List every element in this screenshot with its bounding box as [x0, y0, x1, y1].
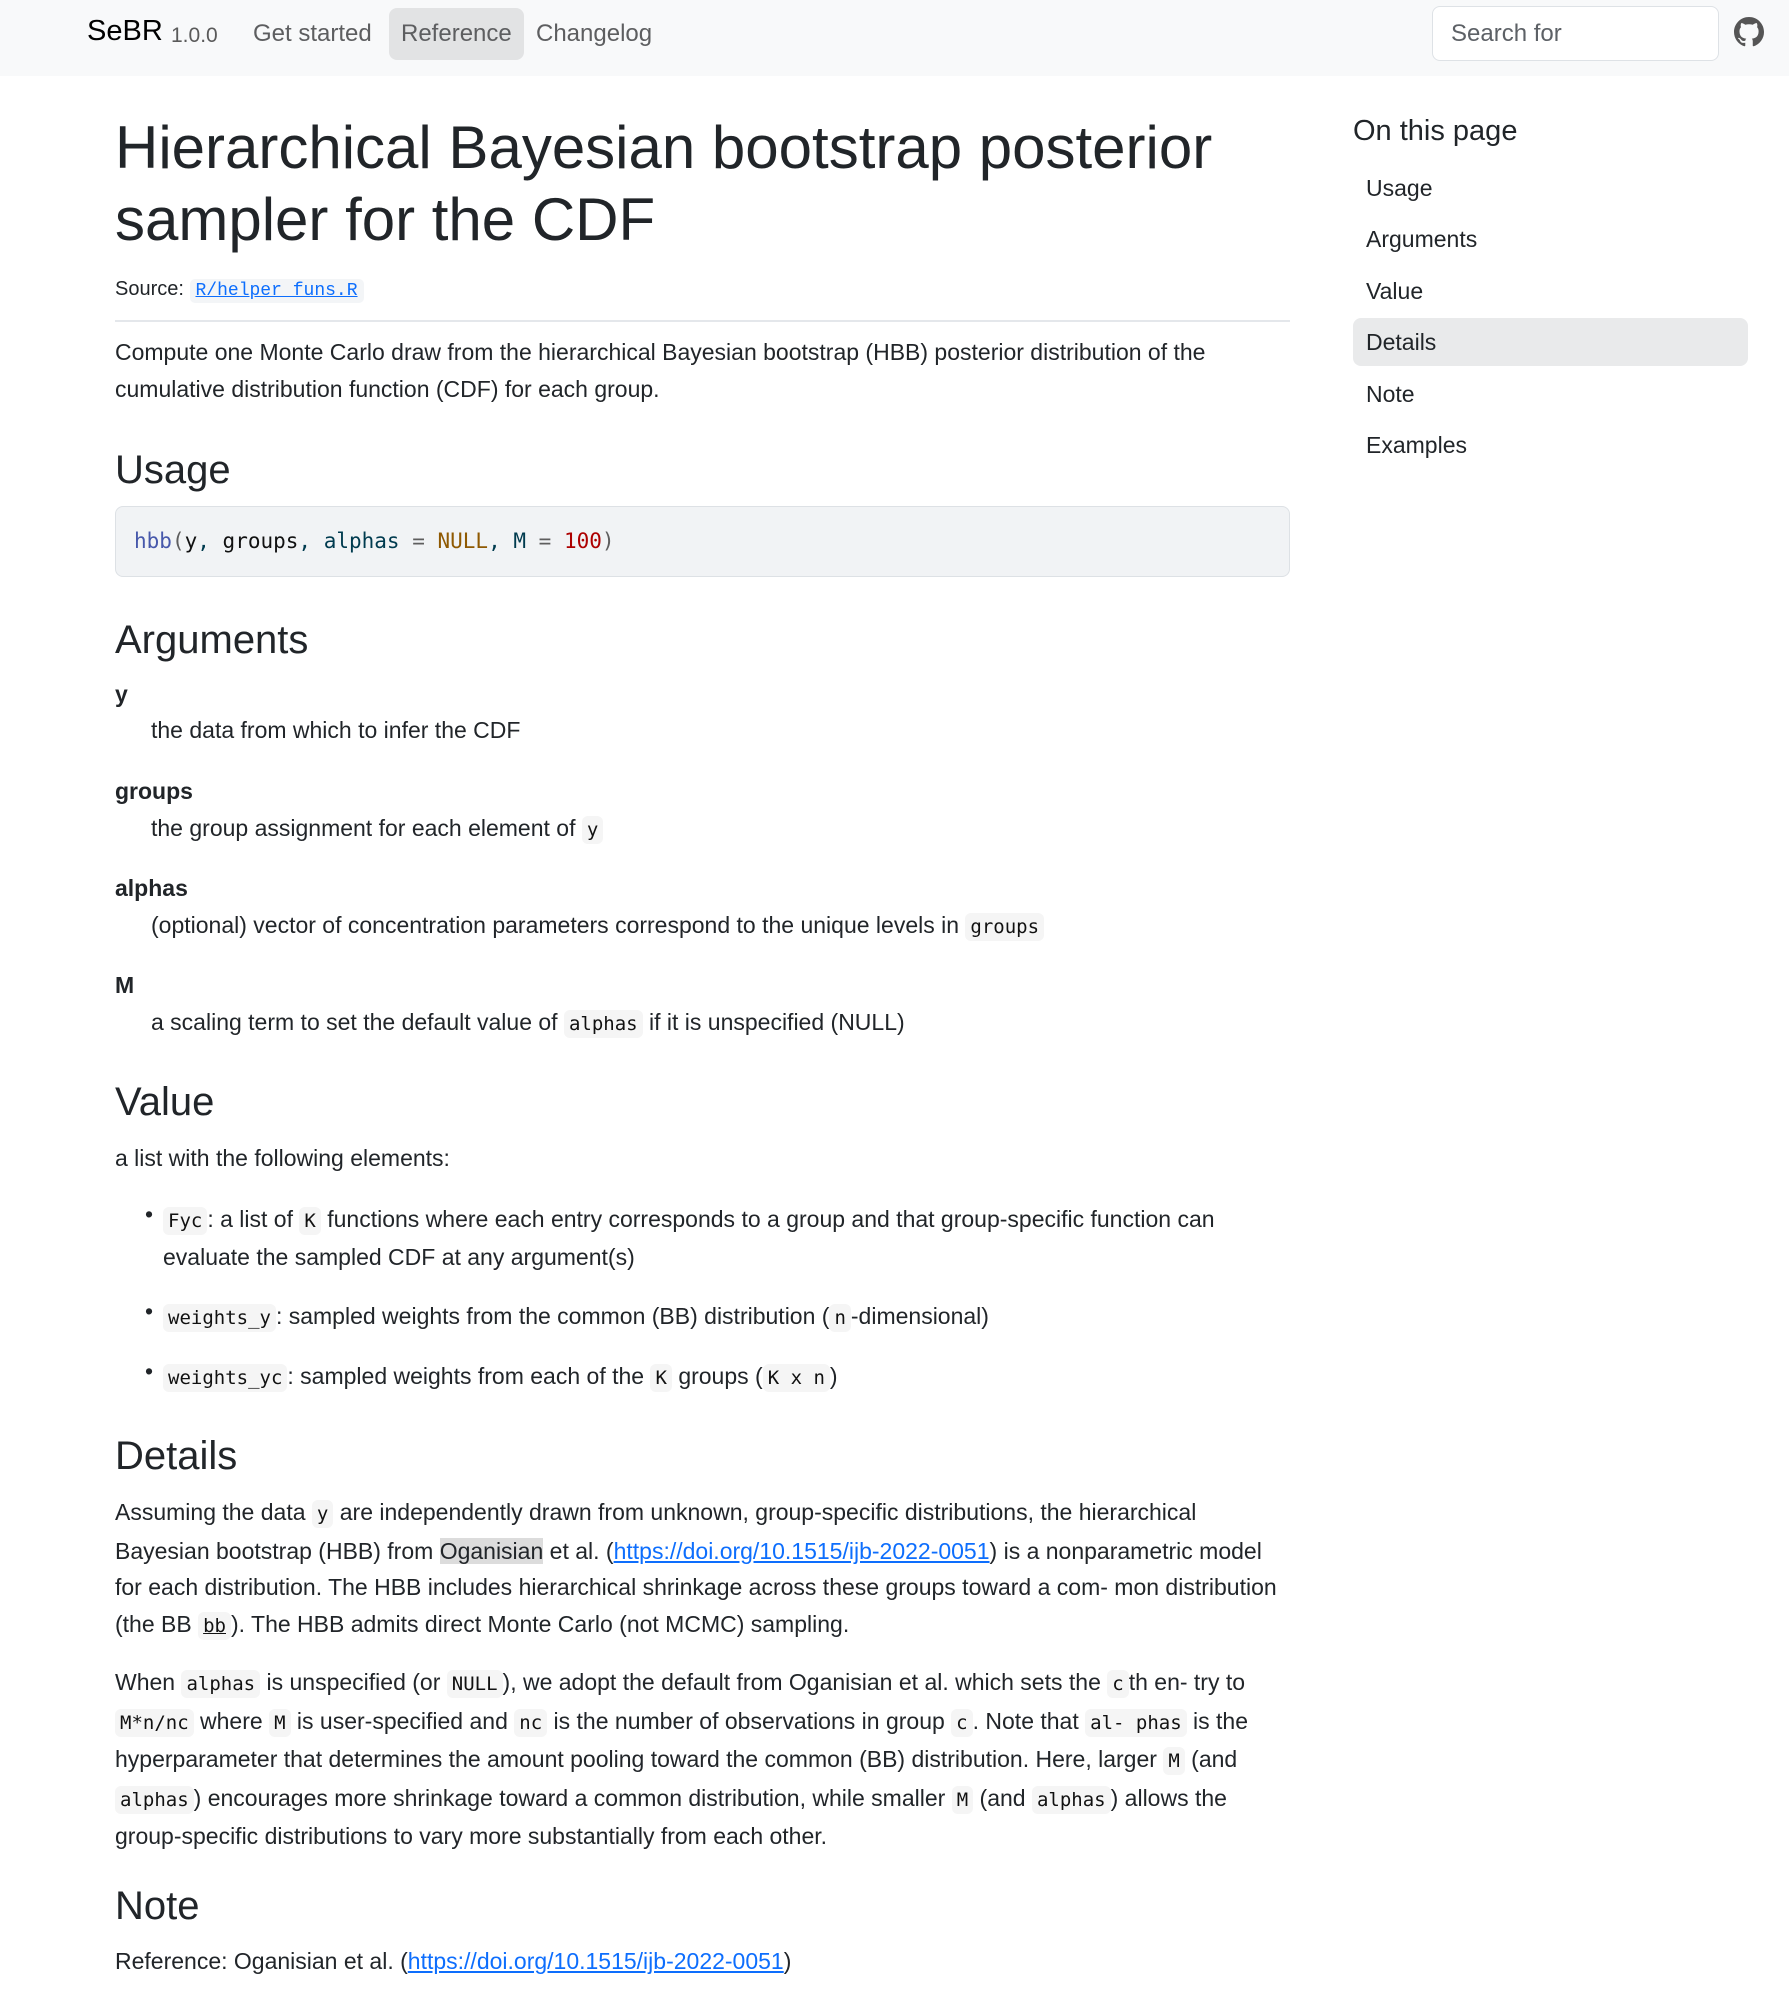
argument-name-y: y — [115, 681, 128, 707]
text: ) is a nonparametric model for each distribution. The HBB includes hierarchical shrinkage across these groups toward a com- mon distribution (the BB — [115, 1537, 1277, 1637]
inline-code: M*n/nc — [115, 1709, 194, 1737]
github-icon[interactable] — [1734, 17, 1764, 47]
text: ), we adopt the default from Oganisian et al. which sets the — [502, 1669, 1101, 1695]
usage-code-block — [115, 506, 1290, 577]
text: (and — [979, 1784, 1026, 1811]
inline-code: weights_y — [163, 1304, 276, 1332]
code-arg-groups: groups — [222, 529, 299, 553]
argument-desc-text: the group assignment for each element of — [151, 815, 576, 841]
page-title: Hierarchical Bayesian bootstrap posterior sampler for the CDF — [115, 114, 1213, 253]
code-arg-y: y — [184, 529, 198, 553]
text: is unspecified (or — [266, 1669, 441, 1695]
list-text: : sampled weights from the common (BB) distribution ( — [275, 1303, 830, 1329]
text: th en- try to — [1128, 1669, 1246, 1695]
code-arg-alphas: alphas — [323, 529, 400, 553]
version-badge: 1.0.0 — [171, 24, 218, 47]
code-function-name[interactable]: hbb — [134, 529, 172, 553]
text: . Note that — [972, 1707, 1079, 1734]
inline-code: M — [952, 1786, 973, 1814]
text: Assuming the data — [115, 1499, 306, 1525]
source-label: Source: — [115, 278, 184, 300]
inline-code: al- phas — [1085, 1709, 1187, 1737]
toc-item-arguments[interactable]: Arguments — [1366, 226, 1478, 252]
toc-item-details[interactable]: Details — [1353, 318, 1748, 366]
value-list-item — [163, 1298, 1290, 1336]
toc-item-note[interactable]: Note — [1366, 381, 1415, 407]
toc-item-value[interactable]: Value — [1366, 278, 1424, 304]
argument-desc-m — [151, 1009, 905, 1036]
details-paragraph-1 — [115, 1494, 1290, 1644]
inline-code: y — [582, 816, 603, 844]
nav-changelog[interactable]: Changelog — [536, 20, 653, 47]
list-text: : a list of — [207, 1206, 293, 1232]
argument-desc-alphas — [151, 912, 1044, 939]
argument-name-alphas: alphas — [115, 875, 188, 901]
text: Reference: Oganisian et al. ( — [115, 1948, 408, 1974]
title-divider — [115, 320, 1290, 322]
toc-title: On this page — [1353, 115, 1518, 147]
argument-desc-text: a scaling term to set the default value of — [151, 1009, 558, 1035]
nav-get-started[interactable]: Get started — [253, 20, 372, 47]
doi-link[interactable]: https://doi.org/10.1515/ijb-2022-0051 — [613, 1537, 990, 1564]
bb-code-link[interactable]: bb — [198, 1612, 231, 1640]
text: ) allows the group-specific distributions to vary more substantially from each other. — [115, 1784, 1227, 1849]
inline-code: c — [1107, 1670, 1128, 1698]
text: is the hyperparameter that determines the amount pooling toward the common (BB) distribution. Here, larger — [115, 1707, 1249, 1772]
top-navbar — [0, 0, 1789, 76]
code-comma: , — [298, 529, 324, 553]
heading-details: Details — [115, 1434, 238, 1478]
argument-desc-y: the data from which to infer the CDF — [151, 717, 521, 743]
inline-code: alphas — [564, 1010, 643, 1038]
text: When — [115, 1669, 176, 1695]
list-text: groups ( — [678, 1363, 763, 1389]
brand-link[interactable]: SeBR — [87, 15, 163, 47]
inline-code: K x n — [763, 1364, 830, 1392]
heading-arguments: Arguments — [115, 618, 309, 662]
argument-name-groups: groups — [115, 778, 193, 804]
inline-code: alphas — [1032, 1786, 1111, 1814]
code-arg-m: M — [513, 529, 527, 553]
note-reference — [115, 1943, 1290, 1980]
argument-name-m: M — [115, 972, 135, 998]
bullet-icon: • — [145, 1201, 154, 1227]
list-text: : sampled weights from each of the — [287, 1363, 645, 1389]
inline-code: Fyc — [163, 1207, 207, 1235]
text: is the number of observations in group — [553, 1707, 945, 1734]
bullet-icon: • — [145, 1298, 154, 1324]
code-equals: = — [399, 529, 438, 553]
highlighted-text: Oganisian — [439, 1537, 544, 1564]
text: ) encourages more shrinkage toward a common distribution, while smaller — [193, 1784, 946, 1811]
text: et al. ( — [549, 1537, 614, 1564]
inline-code: weights_yc — [163, 1364, 287, 1392]
nav-reference[interactable]: Reference — [389, 8, 524, 60]
inline-code: y — [312, 1500, 333, 1528]
text: ). The HBB admits direct Monte Carlo (not MCMC) sampling. — [231, 1610, 850, 1637]
source-link[interactable]: R/helper_funs.R — [195, 281, 358, 301]
code-value-null: NULL — [437, 529, 489, 553]
argument-desc-groups — [151, 815, 603, 842]
details-paragraph-2 — [115, 1664, 1290, 1855]
text: are independently drawn from unknown, group-specific distributions, the hierarchical Bayesian bootstrap (HBB) from — [115, 1499, 1197, 1564]
page-description: Compute one Monte Carlo draw from the hierarchical Bayesian bootstrap (HBB) posterior distribution of the cumulative distribution function (CDF) for each group. — [115, 339, 1206, 402]
doi-link[interactable]: https://doi.org/10.1515/ijb-2022-0051 — [407, 1948, 784, 1974]
inline-code: M — [269, 1709, 290, 1737]
inline-code: alphas — [115, 1786, 194, 1814]
text: is user-specified and — [296, 1707, 508, 1734]
inline-code: alphas — [181, 1670, 260, 1698]
inline-code: K — [650, 1364, 671, 1392]
inline-code: K — [299, 1207, 320, 1235]
code-equals: = — [526, 529, 564, 553]
inline-code: c — [951, 1709, 972, 1737]
text: (and — [1191, 1746, 1238, 1772]
code-paren-open: ( — [171, 529, 185, 553]
heading-note: Note — [115, 1884, 200, 1928]
inline-code: M — [1163, 1747, 1184, 1775]
heading-usage: Usage — [115, 448, 231, 492]
inline-code: n — [829, 1304, 850, 1332]
toc-item-examples[interactable]: Examples — [1366, 432, 1467, 458]
source-line — [115, 278, 364, 301]
code-comma: , — [197, 529, 223, 553]
code-comma: , — [488, 529, 514, 553]
code-value-100: 100 — [563, 529, 602, 553]
list-text: ) — [829, 1363, 838, 1389]
inline-code: groups — [965, 913, 1044, 941]
toc-item-usage[interactable]: Usage — [1366, 175, 1433, 201]
list-text: -dimensional) — [850, 1303, 989, 1329]
code-paren-close: ) — [601, 529, 615, 553]
list-text: functions where each entry corresponds to a group and that group-specific function can evaluate the sampled CDF at any argument(s) — [163, 1206, 1215, 1270]
inline-code: nc — [514, 1709, 547, 1737]
inline-code: NULL — [447, 1670, 503, 1698]
value-list-item — [163, 1358, 1290, 1396]
argument-desc-text: (optional) vector of concentration parameters correspond to the unique levels in — [151, 912, 960, 938]
text: where — [200, 1707, 263, 1734]
argument-desc-text: if it is unspecified (NULL) — [649, 1009, 905, 1035]
value-list-item — [163, 1201, 1290, 1275]
text: ) — [783, 1948, 792, 1974]
value-intro: a list with the following elements: — [115, 1145, 450, 1171]
search-input[interactable] — [1432, 6, 1719, 61]
bullet-icon: • — [145, 1358, 154, 1384]
heading-value: Value — [115, 1080, 215, 1124]
